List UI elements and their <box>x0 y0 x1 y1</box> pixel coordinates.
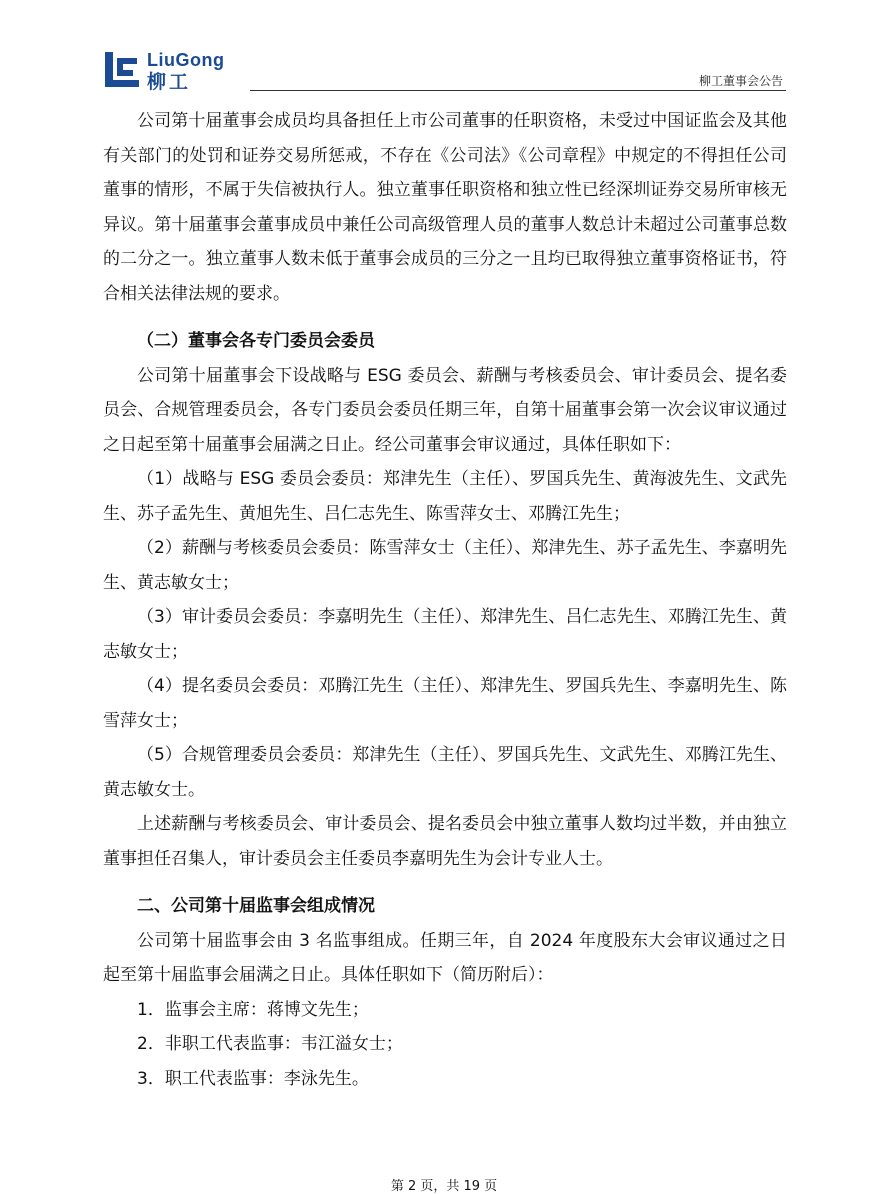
list-item-supervisor-chair: 1．监事会主席：蒋博文先生； <box>137 999 369 1020</box>
document-type-label: 柳工董事会公告 <box>698 74 783 88</box>
paragraph-independent-directors: 上述薪酬与考核委员会、审计委员会、提名委员会中独立董事人数均过半数，并由独立董事担任召集人，审计委员会主任委员李嘉明先生为会计专业人士。 <box>103 814 787 869</box>
section-heading-supervisory-board: 二、公司第十届监事会组成情况 <box>137 896 375 916</box>
list-item-remuneration: （2）薪酬与考核委员会委员：陈雪萍女士（主任）、郑津先生、苏子孟先生、李嘉明先生、黄志敏女士； <box>103 538 787 593</box>
section-heading-committees: （二）董事会各专门委员会委员 <box>137 331 375 351</box>
list-item-employee-supervisor: 3．职工代表监事：李泳先生。 <box>137 1068 369 1089</box>
liugong-logo-icon <box>103 50 141 88</box>
paragraph-supervisory-intro: 公司第十届监事会由 3 名监事组成。任期三年，自 2024 年度股东大会审议通过之日起至第十届监事会届满之日止。具体任职如下（简历附后）： <box>103 930 787 985</box>
document-body <box>103 104 787 1096</box>
company-logo <box>103 48 243 93</box>
list-item-audit: （3）审计委员会委员：李嘉明先生（主任）、郑津先生、吕仁志先生、邓腾江先生、黄志敏女士； <box>103 607 787 662</box>
list-item-non-employee-supervisor: 2．非职工代表监事：韦江溢女士； <box>137 1034 403 1054</box>
logo-chinese: 柳工 <box>147 71 192 93</box>
list-item-strategy-esg: （1）战略与 ESG 委员会委员：郑津先生（主任）、罗国兵先生、黄海波先生、文武先生、苏子孟先生、黄旭先生、吕仁志先生、陈雪萍女士、邓腾江先生； <box>103 469 787 524</box>
paragraph-committees-intro: 公司第十届董事会下设战略与 ESG 委员会、薪酬与考核委员会、审计委员会、提名委员会、合规管理委员会，各专门委员会委员任期三年，自第十届董事会第一次会议审议通过之日起至第十届董事会届满之日止。经公司董事会审议通过，具体任职如下： <box>103 365 787 455</box>
page-number: 第 2 页，共 19 页 <box>390 1179 498 1194</box>
paragraph-board-qualifications: 公司第十届董事会成员均具备担任上市公司董事的任职资格，未受过中国证监会及其他有关部门的处罚和证券交易所惩戒，不存在《公司法》《公司章程》中规定的不得担任公司董事的情形，不属于失信被执行人。独立董事任职资格和独立性已经深圳证券交易所审核无异议。第十届董事会董事成员中兼任公司高级管理人员的董事人数总计未超过公司董事总数的二分之一。独立董事人数未低于董事会成员的三分之一且均已取得独立董事资格证书，符合相关法律法规的要求。 <box>103 111 787 304</box>
list-item-compliance: （5）合规管理委员会委员：郑津先生（主任）、罗国兵先生、文武先生、邓腾江先生、黄志敏女士。 <box>103 745 787 800</box>
list-item-nomination: （4）提名委员会委员：邓腾江先生（主任）、郑津先生、罗国兵先生、李嘉明先生、陈雪萍女士； <box>103 676 787 731</box>
logo-english: LiuGong <box>147 50 225 70</box>
header-divider <box>250 90 786 91</box>
